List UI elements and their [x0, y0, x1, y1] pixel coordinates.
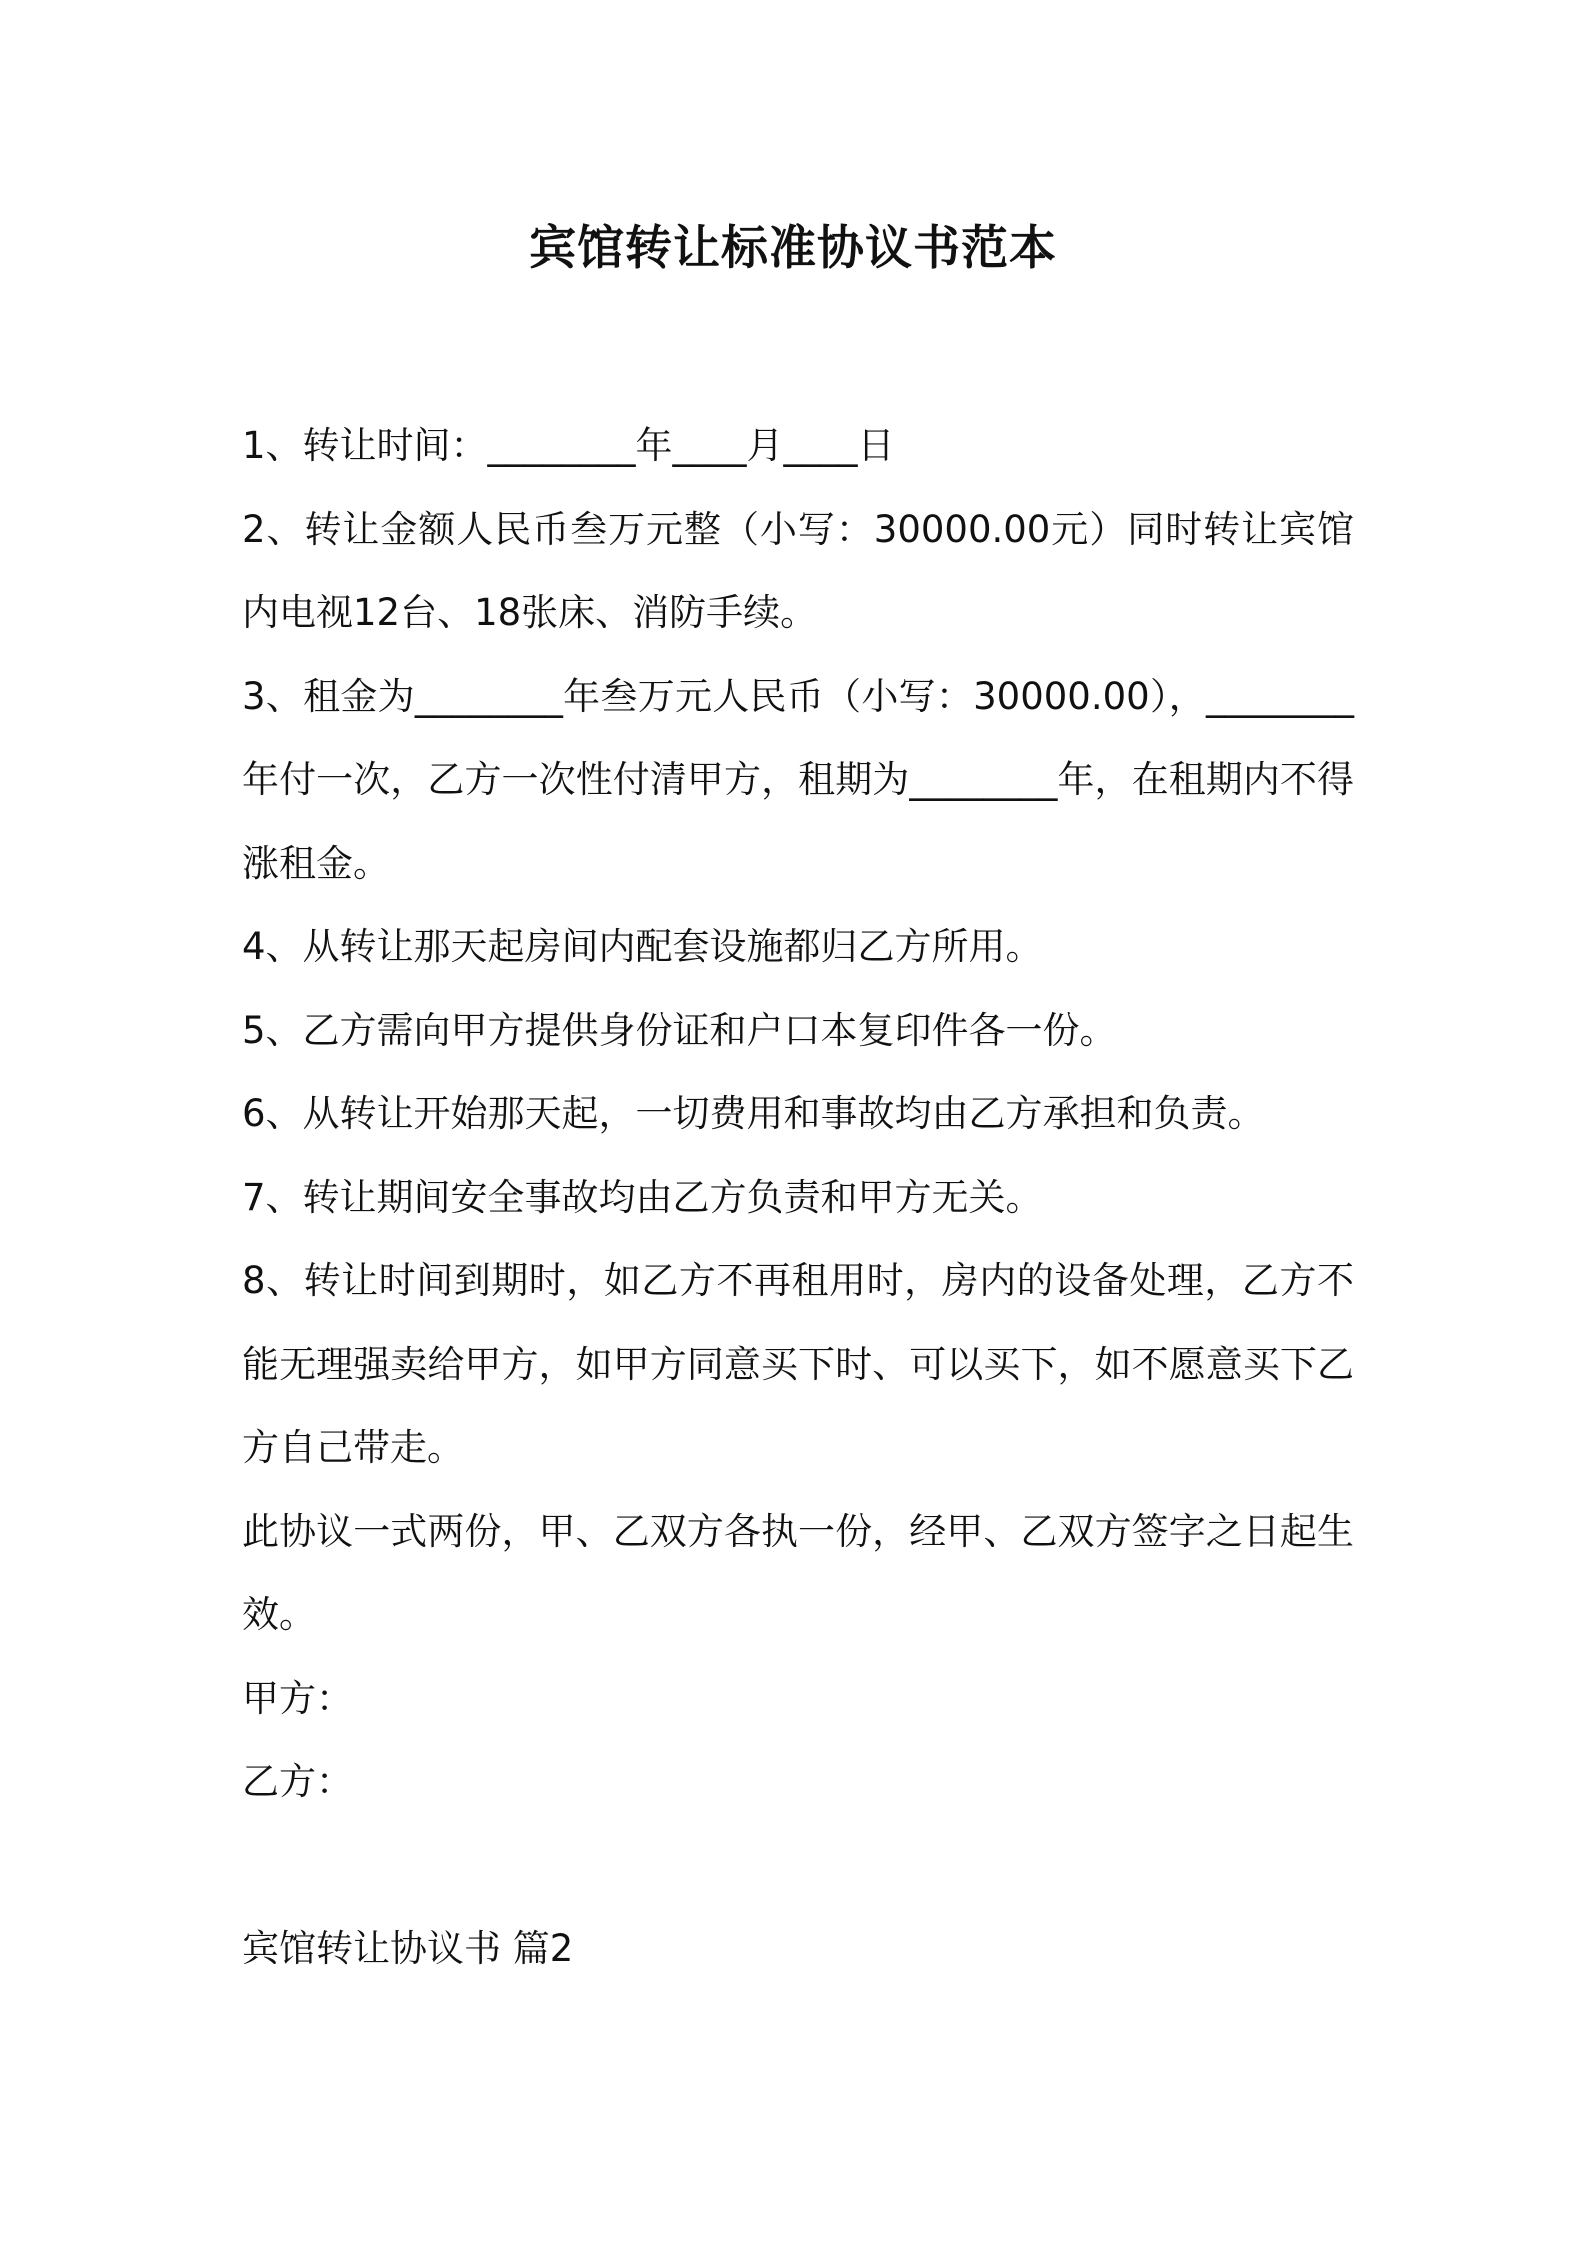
document-title: 宾馆转让标准协议书范本 — [529, 221, 1057, 276]
clause-3: 3、租金为________年叁万元人民币（小写：30000.00），________年付一次，乙方一次性付清甲方，租期为________年，在租期内不得涨租金。 — [242, 674, 1354, 885]
clause-4: 4、从转让那天起房间内配套设施都归乙方所用。 — [242, 925, 1043, 968]
party-a-signature-label: 甲方： — [242, 1676, 353, 1720]
next-section-heading: 宾馆转让协议书 篇2 — [242, 1927, 574, 1970]
clause-6: 6、从转让开始那天起，一切费用和事故均由乙方承担和负责。 — [242, 1092, 1265, 1135]
clause-1: 1、转让时间：________年____月____日 — [242, 424, 895, 467]
closing-paragraph: 此协议一式两份，甲、乙双方各执一份，经甲、乙双方签字之日起生效。 — [242, 1509, 1354, 1636]
document-body — [242, 404, 1354, 1991]
clause-5: 5、乙方需向甲方提供身份证和户口本复印件各一份。 — [242, 1008, 1117, 1052]
section-spacer — [242, 1824, 1354, 1908]
clause-7: 7、转让期间安全事故均由乙方负责和甲方无关。 — [242, 1175, 1043, 1219]
party-b-signature-label: 乙方： — [242, 1760, 353, 1803]
clause-8: 8、转让时间到期时，如乙方不再租用时，房内的设备处理，乙方不能无理强卖给甲方，如甲方同意买下时、可以买下，如不愿意买下乙方自己带走。 — [242, 1259, 1354, 1469]
clause-2: 2、转让金额人民币叁万元整（小写：30000.00元）同时转让宾馆内电视12台、18张床、消防手续。 — [242, 507, 1354, 634]
